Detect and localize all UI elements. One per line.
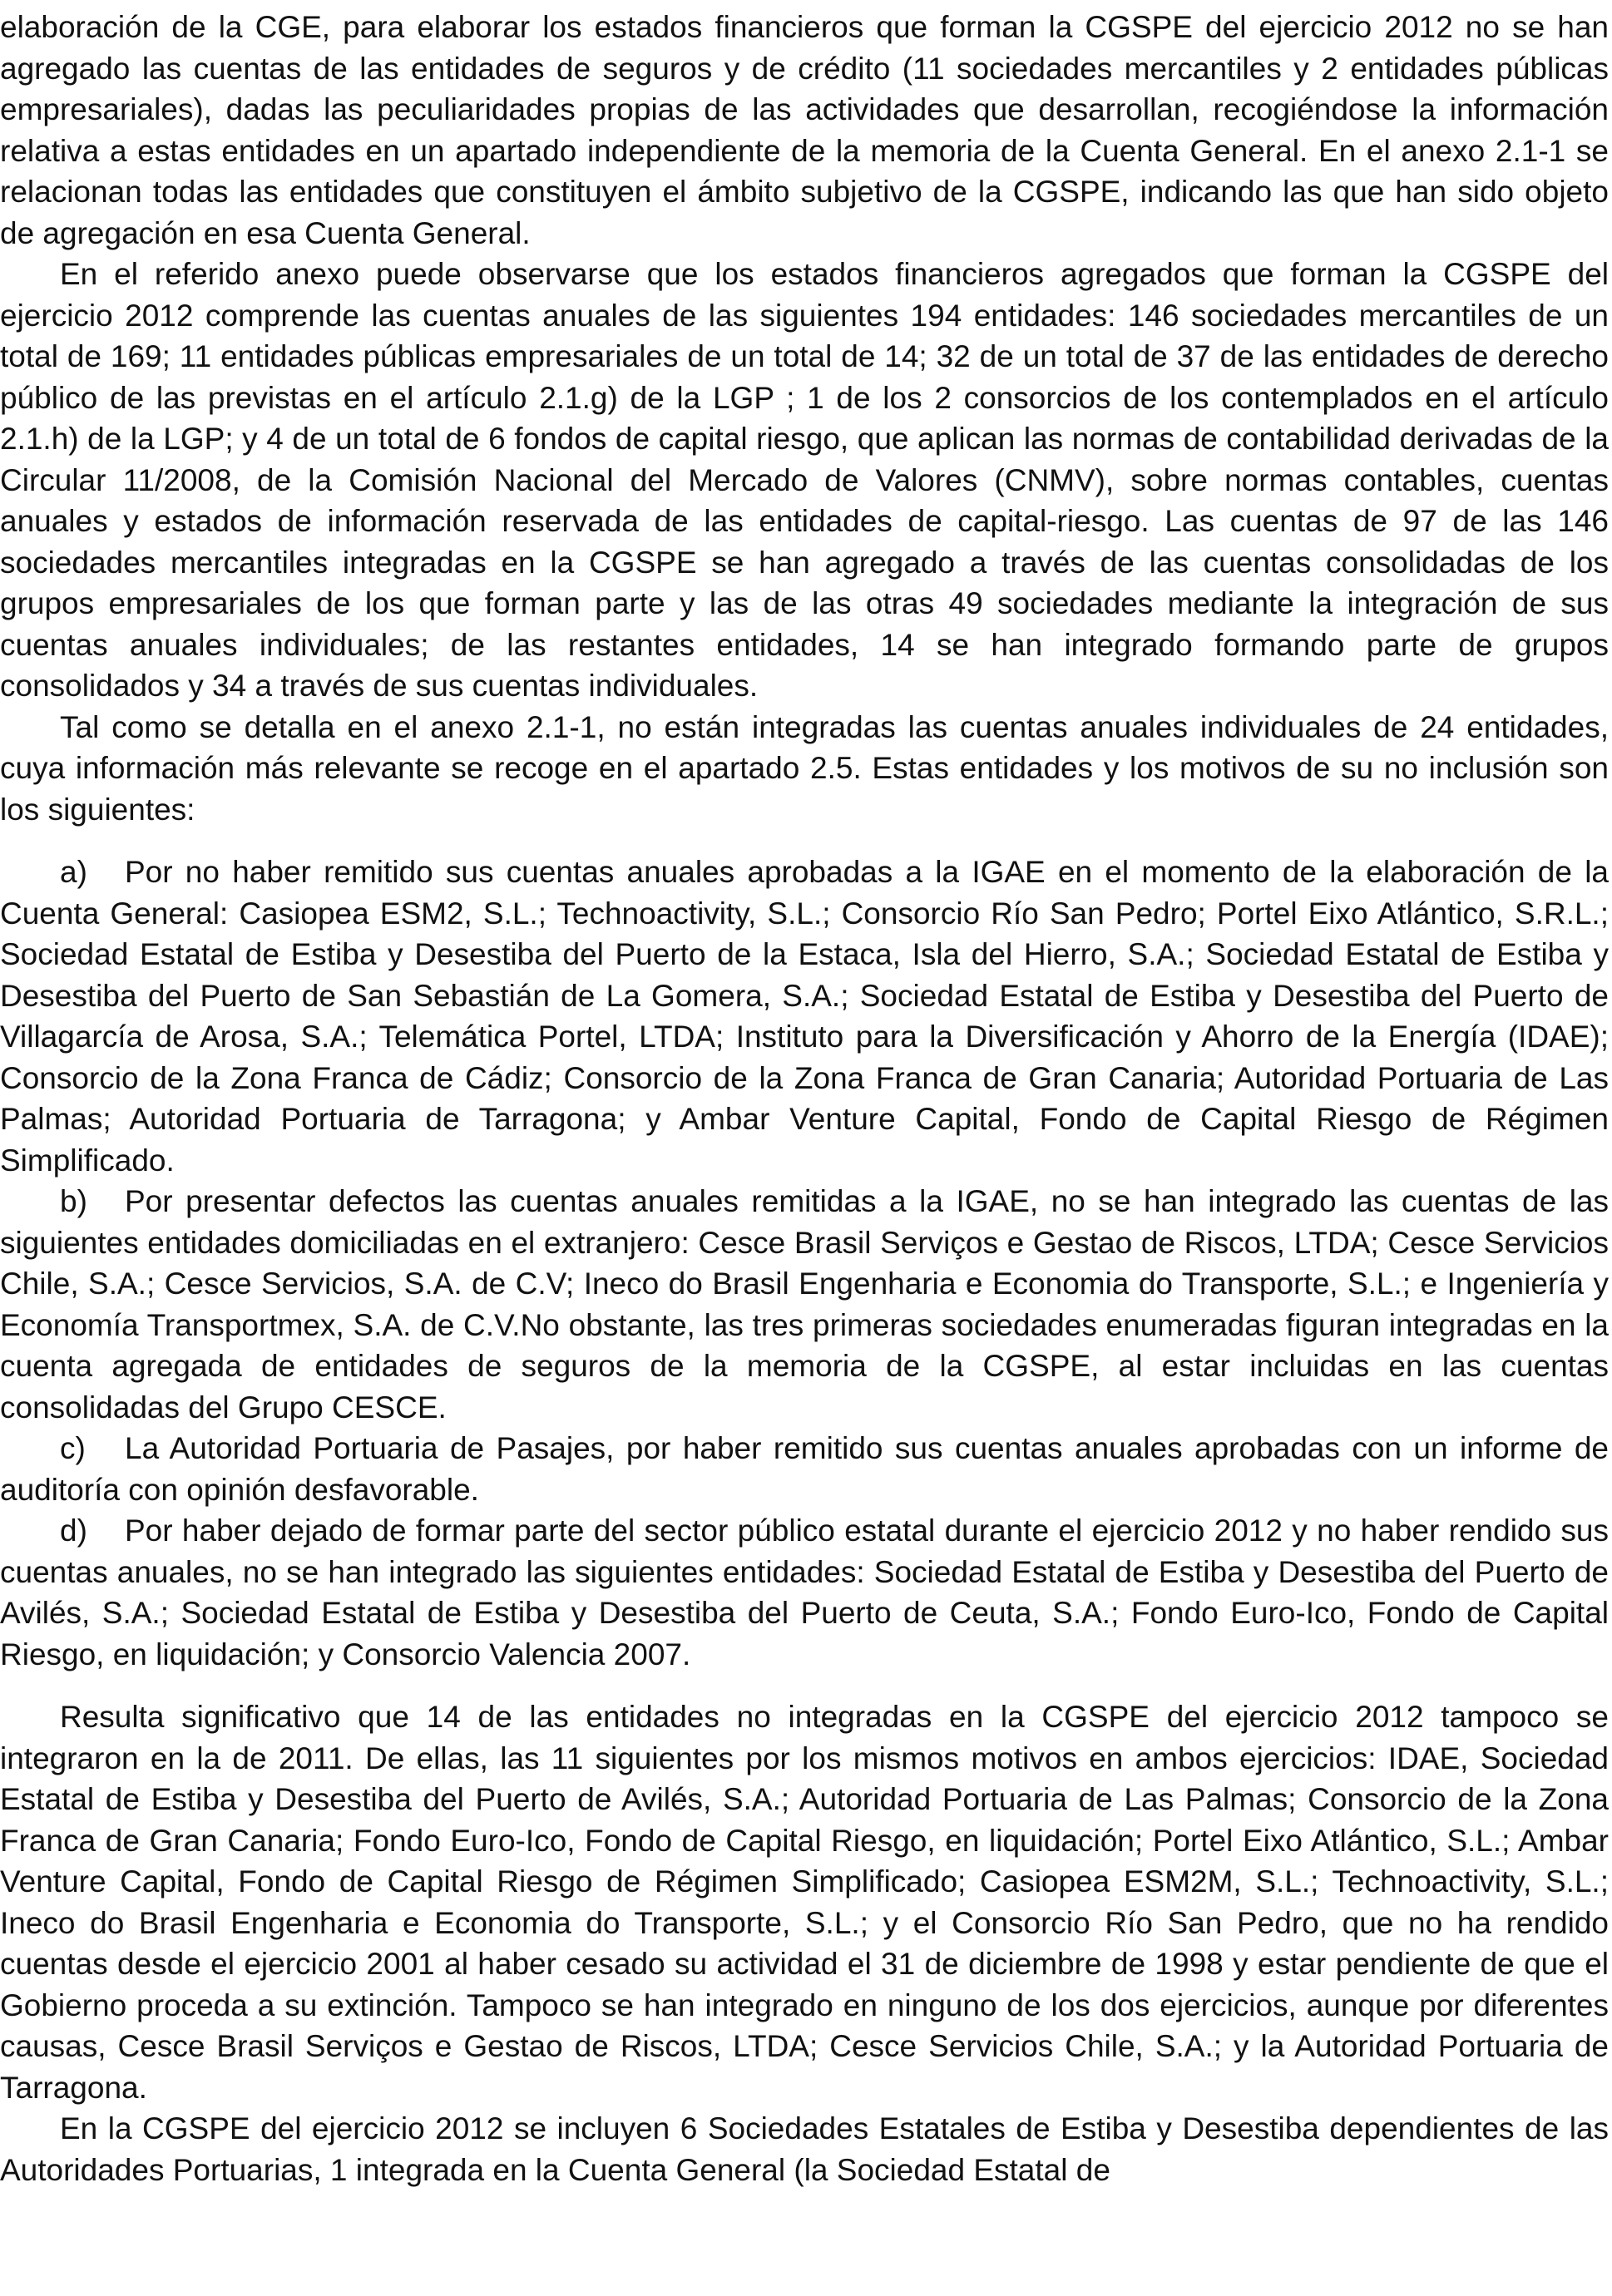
list-item-text: Por no haber remitido sus cuentas anuales aprobadas a la IGAE en el momento de la elaboración de la Cuenta General: Casiopea ESM2, S.L.; Technoactivity, S.L.; Consorcio Río San Pedro; Portel Eixo Atlántico, S.R.L.; Sociedad Estatal de Estiba y Desestiba del Puerto de la Estaca, Isla del Hierro, S.A.; Sociedad Estatal de Estiba y Desestiba del Puerto de San Sebastián de La Gomera, S.A.; Sociedad Estatal de Estiba y Desestiba del Puerto de Villagarcía de Arosa, S.A.; Telemática Portel, LTDA; Instituto para la Diversificación y Ahorro de la Energía (IDAE); Consorcio de la Zona Franca de Cádiz; Consorcio de la Zona Franca de Gran Canaria; Autoridad Portuaria de Las Palmas; Autoridad Portuaria de Tarragona; y Ambar Venture Capital, Fondo de Capital Riesgo de Régimen Simplificado.	[0, 855, 1609, 1178]
list-item-text: Por haber dejado de formar parte del sector público estatal durante el ejercicio 2012 y no haber rendido sus cuentas anuales, no se han integrado las siguientes entidades: Sociedad Estatal de Estiba y Desestiba del Puerto de Avilés, S.A.; Sociedad Estatal de Estiba y Desestiba del Puerto de Ceuta, S.A.; Fondo Euro-Ico, Fondo de Capital Riesgo, en liquidación; y Consorcio Valencia 2007.	[0, 1513, 1609, 1671]
body-paragraph: Tal como se detalla en el anexo 2.1-1, no están integradas las cuentas anuales individuales de 24 entidades, cuya información más relevante se recoge en el apartado 2.5. Estas entidades y los motivos de su no inclusión son los siguientes:	[0, 709, 1609, 827]
reasons-list	[0, 852, 1609, 1675]
list-marker: a)	[60, 855, 87, 889]
list-marker: b)	[60, 1184, 87, 1218]
list-item	[0, 1510, 1609, 1675]
list-item-text: La Autoridad Portuaria de Pasajes, por haber remitido sus cuentas anuales aprobadas con un informe de auditoría con opinión desfavorable.	[0, 1431, 1609, 1507]
list-item	[0, 1428, 1609, 1510]
body-paragraph: En la CGSPE del ejercicio 2012 se incluyen 6 Sociedades Estatales de Estiba y Desestiba dependientes de las Autoridades Portuarias, 1 integrada en la Cuenta General (la Sociedad Estatal de	[0, 2111, 1609, 2187]
list-item	[0, 1181, 1609, 1428]
body-paragraph: Resulta significativo que 14 de las entidades no integradas en la CGSPE del ejercicio 2012 tampoco se integraron en la de 2011. De ellas, las 11 siguientes por los mismos motivos en ambos ejercicios: IDAE, Sociedad Estatal de Estiba y Desestiba del Puerto de Avilés, S.A.; Autoridad Portuaria de Las Palmas; Consorcio de la Zona Franca de Gran Canaria; Fondo Euro-Ico, Fondo de Capital Riesgo, en liquidación; Portel Eixo Atlántico, S.L.; Ambar Venture Capital, Fondo de Capital Riesgo de Régimen Simplificado; Casiopea ESM2M, S.L.; Technoactivity, S.L.; Ineco do Brasil Engenharia e Economia do Transporte, S.L.; y el Consorcio Río San Pedro, que no ha rendido cuentas desde el ejercicio 2001 al haber cesado su actividad el 31 de diciembre de 1998 y estar pendiente de que el Gobierno proceda a su extinción. Tampoco se han integrado en ninguno de los dos ejercicios, aunque por diferentes causas, Cesce Brasil Serviços e Gestao de Riscos, LTDA; Cesce Servicios Chile, S.A.; y la Autoridad Portuaria de Tarragona.	[0, 1700, 1609, 2105]
body-paragraph: elaboración de la CGE, para elaborar los estados financieros que forman la CGSPE del ejercicio 2012 no se han agregado las cuentas de las entidades de seguros y de crédito (11 sociedades mercantiles y 2 entidades públicas empresariales), dadas las peculiaridades propias de las actividades que desarrollan, recogiéndose la información relativa a estas entidades en un apartado independiente de la memoria de la Cuenta General. En el anexo 2.1-1 se relacionan todas las entidades que constituyen el ámbito subjetivo de la CGSPE, indicando las que han sido objeto de agregación en esa Cuenta General.	[0, 10, 1609, 250]
list-item-text: Por presentar defectos las cuentas anuales remitidas a la IGAE, no se han integrado las cuentas de las siguientes entidades domiciliadas en el extranjero: Cesce Brasil Serviços e Gestao de Riscos, LTDA; Cesce Servicios Chile, S.A.; Cesce Servicios, S.A. de C.V; Ineco do Brasil Engenharia e Economia do Transporte, S.L.; e Ingeniería y Economía Transportmex, S.A. de C.V.No obstante, las tres primeras sociedades enumeradas figuran integradas en la cuenta agregada de entidades de seguros de la memoria de la CGSPE, al estar incluidas en las cuentas consolidadas del Grupo CESCE.	[0, 1184, 1609, 1425]
body-paragraph: En el referido anexo puede observarse que los estados financieros agregados que forman la CGSPE del ejercicio 2012 comprende las cuentas anuales de las siguientes 194 entidades: 146 sociedades mercantiles de un total de 169; 11 entidades públicas empresariales de un total de 14; 32 de un total de 37 de las entidades de derecho público de las previstas en el artículo 2.1.g) de la LGP ; 1 de los 2 consorcios de los contemplados en el artículo 2.1.h) de la LGP; y 4 de un total de 6 fondos de capital riesgo, que aplican las normas de contabilidad derivadas de la Circular 11/2008, de la Comisión Nacional del Mercado de Valores (CNMV), sobre normas contables, cuentas anuales y estados de información reservada de las entidades de capital-riesgo. Las cuentas de 97 de las 146 sociedades mercantiles integradas en la CGSPE se han agregado a través de las cuentas consolidadas de los grupos empresariales de los que forman parte y las de las otras 49 sociedades mediante la integración de sus cuentas anuales individuales; de las restantes entidades, 14 se han integrado formando parte de grupos consolidados y 34 a través de sus cuentas individuales.	[0, 257, 1609, 703]
list-marker: c)	[60, 1431, 86, 1465]
list-marker: d)	[60, 1513, 87, 1548]
list-item	[0, 852, 1609, 1181]
